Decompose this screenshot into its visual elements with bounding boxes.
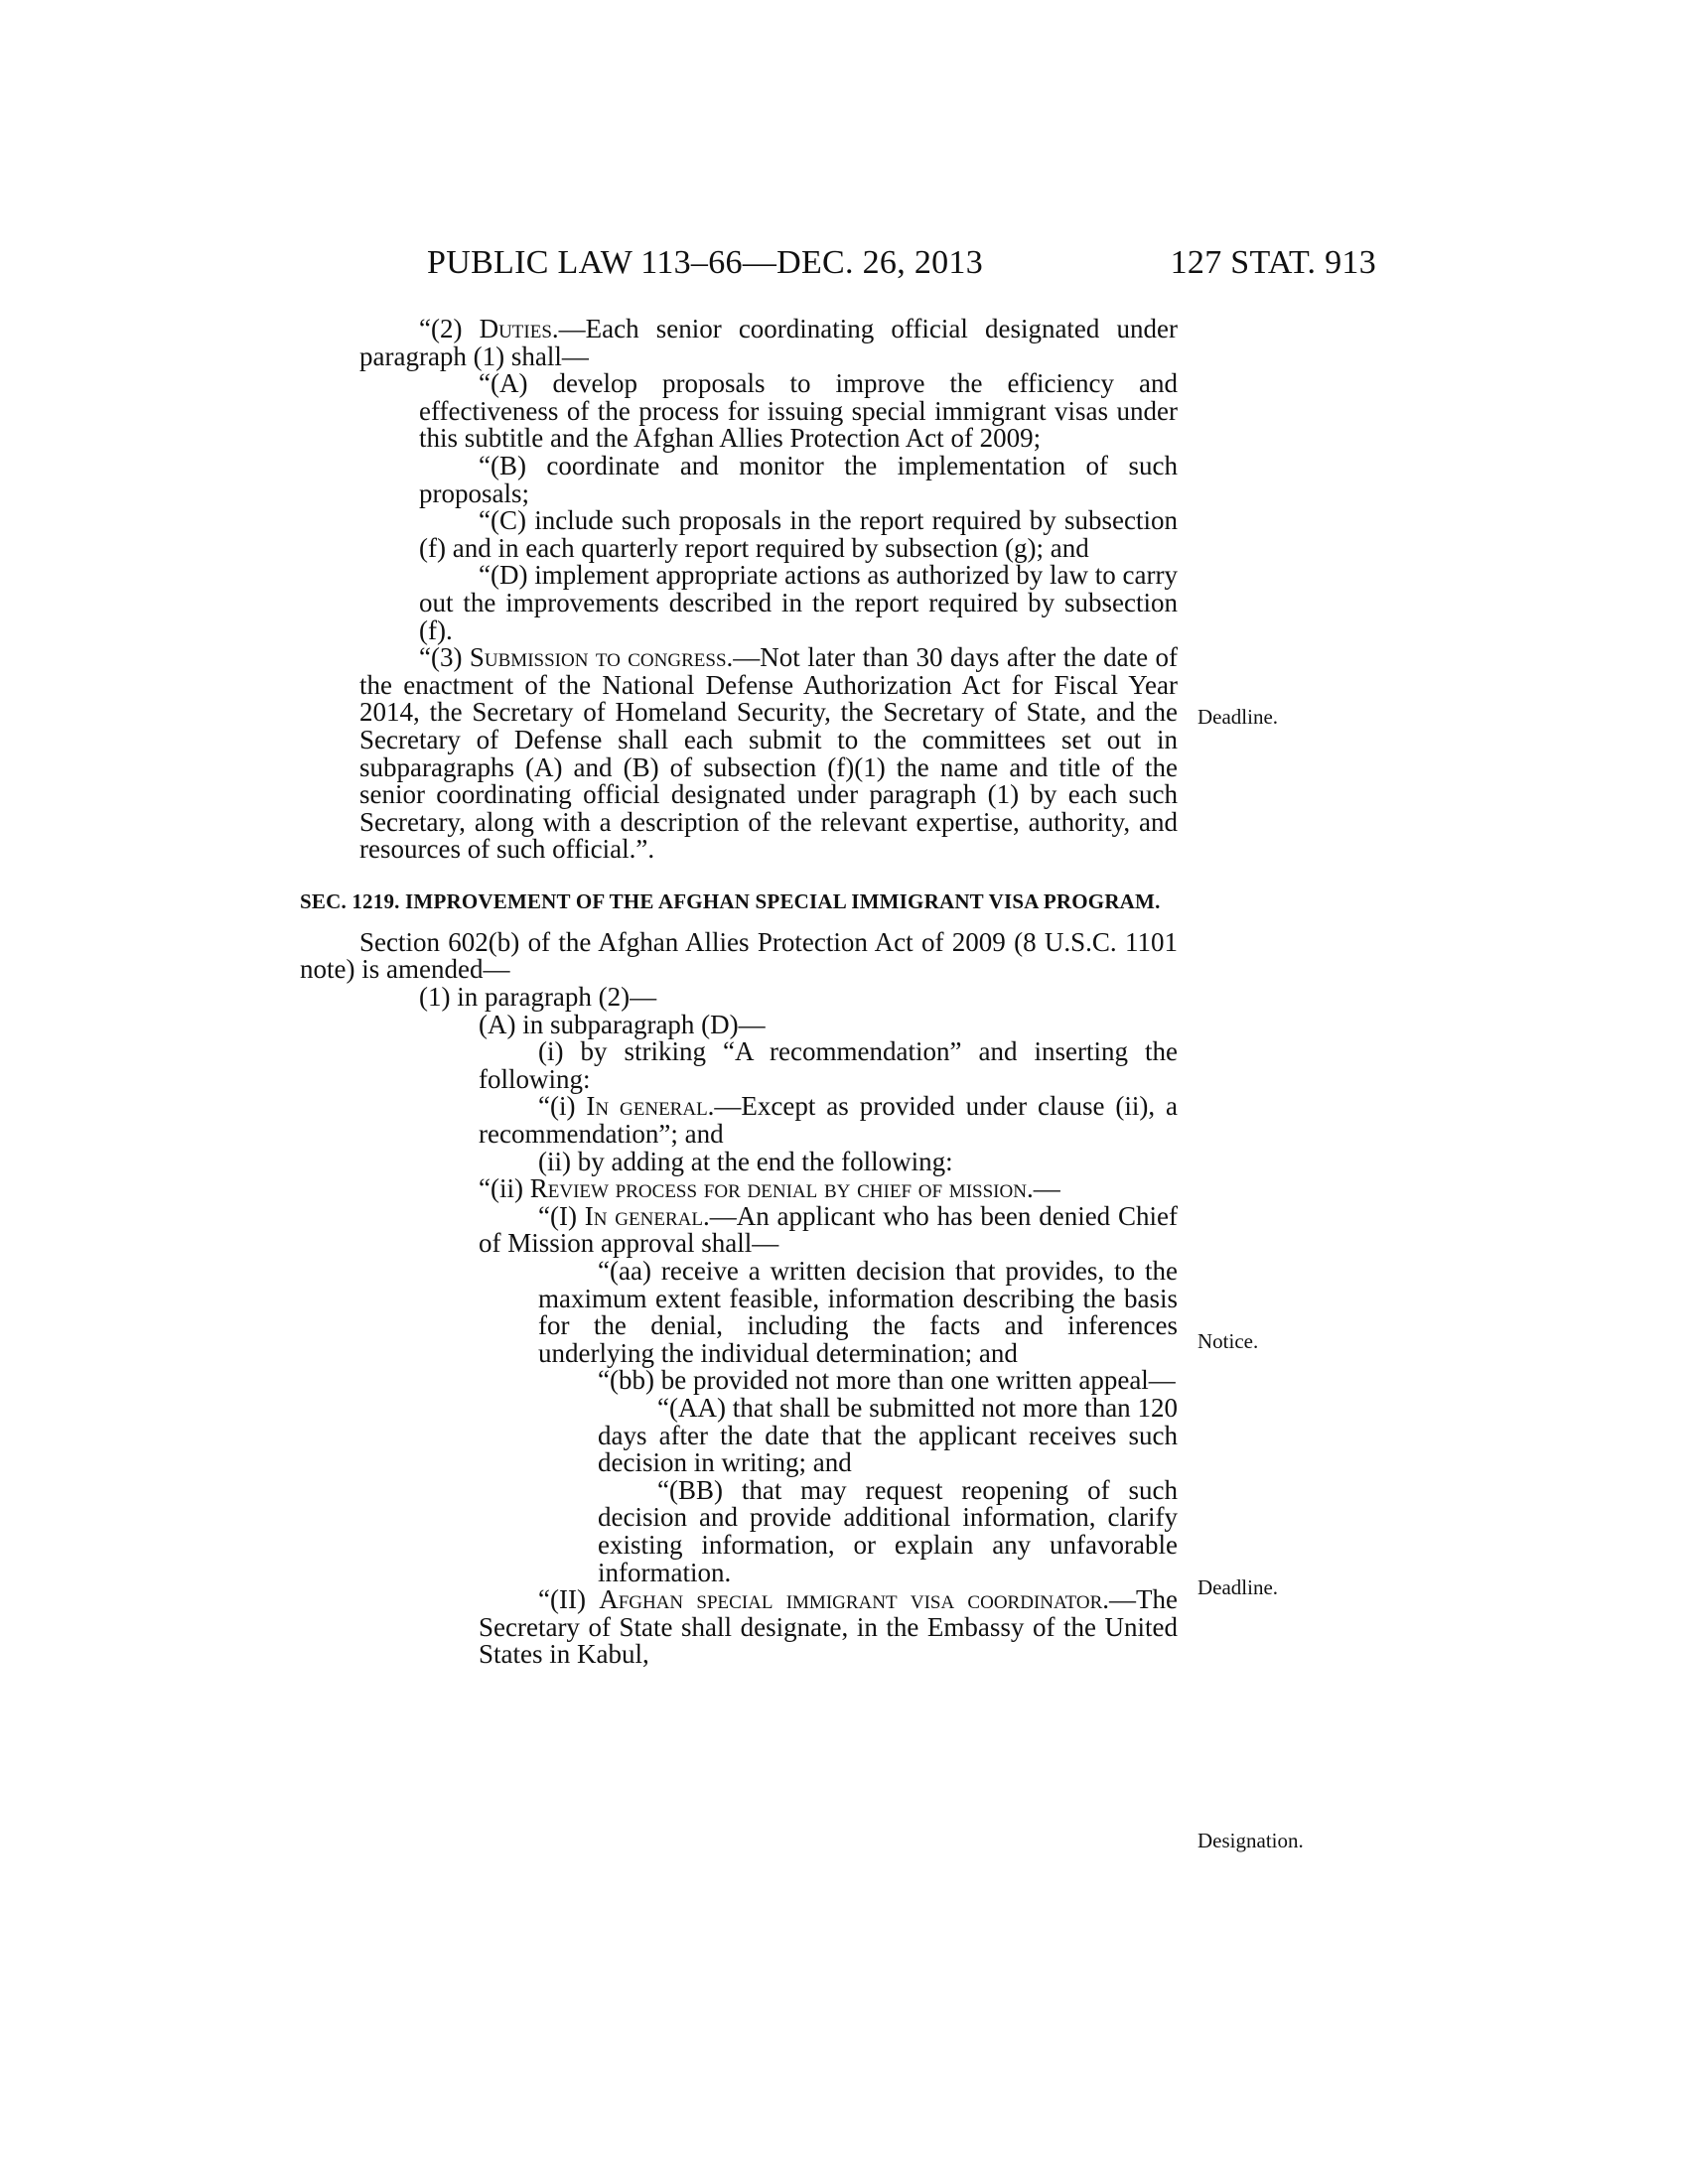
subclause-II: “(II) Afghan special immigrant visa coordinator.—The Secretary of State shall designate, in the Embassy of the United States in Kabul, — [479, 1584, 1178, 1670]
subparagraph-1a: (A) in subparagraph (D)— — [479, 1009, 766, 1039]
body-text — [300, 316, 1178, 1669]
subitem-AA: “(AA) that shall be submitted not more than 120 days after the date that the applicant receives such decision in writing; and — [598, 1392, 1178, 1478]
subparagraph-a: “(A) develop proposals to improve the efficiency and effectiveness of the process for issuing special immigrant visas under this subtitle and the Afghan Allies Protection Act of 2009; — [419, 368, 1178, 454]
subclause-I: “(I) In general.—An applicant who has been denied Chief of Mission approval shall— — [479, 1200, 1178, 1259]
clause-ii-quote: “(ii) Review process for denial by chief of mission.— — [479, 1173, 1060, 1204]
clause-i: (i) by striking “A recommendation” and inserting the following: — [479, 1036, 1178, 1094]
section-heading: SEC. 1219. IMPROVEMENT OF THE AFGHAN SPECIAL IMMIGRANT VISA PROGRAM. — [300, 888, 1161, 913]
margin-note-deadline-2: Deadline. — [1197, 1575, 1279, 1599]
item-bb: “(bb) be provided not more than one written appeal— — [598, 1365, 1176, 1396]
section-intro: Section 602(b) of the Afghan Allies Protection Act of 2009 (8 U.S.C. 1101 note) is amended— — [300, 926, 1178, 985]
subparagraph-c: “(C) include such proposals in the report required by subsection (f) and in each quarterly report required by subsection (g); and — [419, 505, 1178, 563]
running-head-title: PUBLIC LAW 113–66—DEC. 26, 2013 — [427, 244, 984, 281]
page-header — [427, 244, 1376, 288]
clause-i-quote: “(i) In general.—Except as provided under clause (ii), a recommendation”; and — [479, 1091, 1178, 1150]
subparagraph-b: “(B) coordinate and monitor the implementation of such proposals; — [419, 450, 1178, 508]
paragraph-duties: “(2) Duties.—Each senior coordinating official designated under paragraph (1) shall— — [359, 314, 1179, 371]
margin-note-notice: Notice. — [1197, 1329, 1259, 1353]
paragraph-submission: “(3) Submission to congress.—Not later than 30 days after the date of the enactment of the National Defense Authorization Act for Fiscal Year 2014, the Secretary of Homeland Security, the Secretary of State, and the Secretary of Defense shall each submit to the committees set out in subparagraphs (A) and (B) of subsection (f)(1) the name and title of the senior coordinating official designated under paragraph (1) by each such Secretary, along with a description of the relevant expertise, authority, and resources of such official.”. — [359, 642, 1178, 865]
statute-page-number: 127 STAT. 913 — [1170, 244, 1376, 281]
margin-note-deadline: Deadline. — [1197, 705, 1279, 729]
margin-note-designation: Designation. — [1197, 1829, 1304, 1852]
paragraph-1: (1) in paragraph (2)— — [419, 982, 657, 1013]
item-aa: “(aa) receive a written decision that provides, to the maximum extent feasible, information describing the basis for the denial, including the facts and inferences underlying the individual determination; and — [538, 1256, 1178, 1368]
subparagraph-d: “(D) implement appropriate actions as authorized by law to carry out the improvements described in the report required by subsection (f). — [419, 560, 1178, 645]
subitem-BB: “(BB) that may request reopening of such decision and provide additional information, clarify existing information, or explain any unfavorable information. — [598, 1474, 1178, 1587]
clause-ii: (ii) by adding at the end the following: — [538, 1146, 953, 1176]
